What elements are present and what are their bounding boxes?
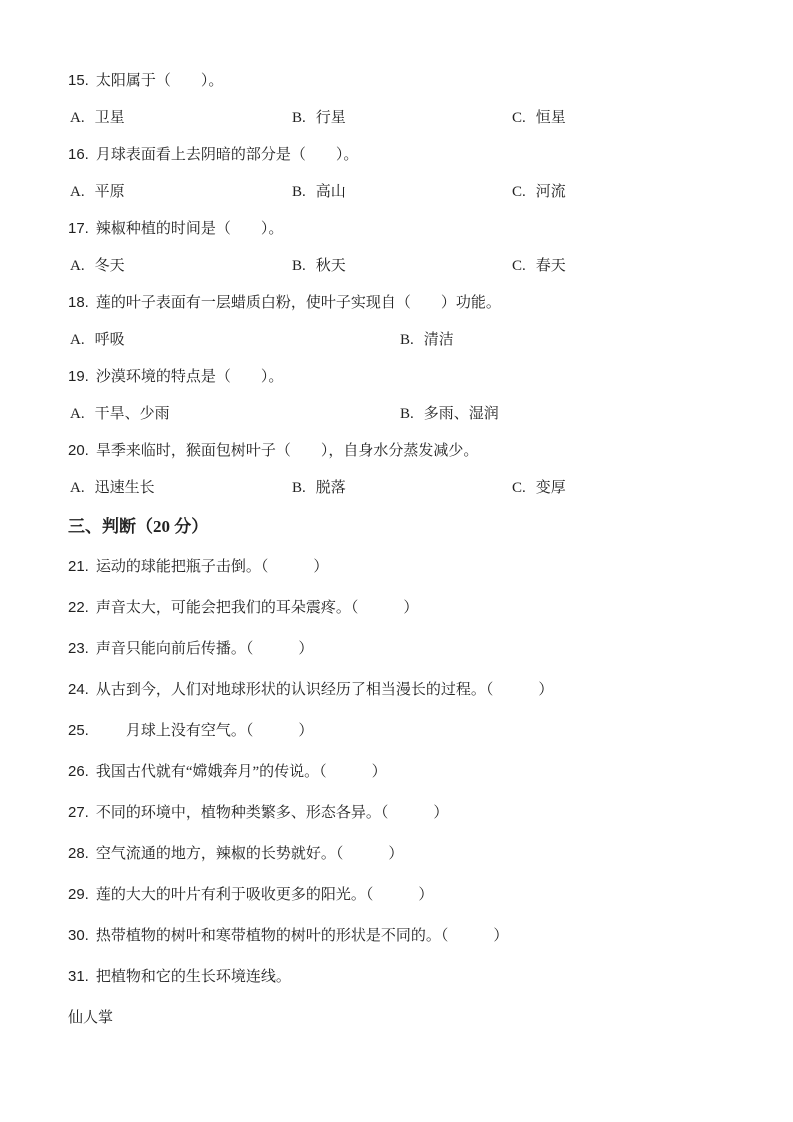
question-line-17 bbox=[68, 220, 743, 238]
question-text: 把植物和它的生长环境连线。 bbox=[95, 969, 291, 985]
option-text: 平原 bbox=[94, 184, 125, 200]
question-number: 15. bbox=[68, 72, 89, 89]
option-label: B. bbox=[292, 480, 306, 496]
option-text: 秋天 bbox=[315, 258, 346, 274]
option-c bbox=[512, 257, 566, 275]
question-text: 热带植物的树叶和寒带植物的树叶的形状是不同的。（ ） bbox=[95, 928, 509, 944]
option-c bbox=[512, 109, 566, 127]
question-number: 31. bbox=[68, 968, 89, 985]
option-text: 行星 bbox=[315, 110, 346, 126]
option-b bbox=[292, 183, 346, 201]
question-number: 21. bbox=[68, 558, 89, 575]
question-number: 23. bbox=[68, 640, 89, 657]
option-b bbox=[292, 109, 346, 127]
question-number: 20. bbox=[68, 442, 89, 459]
option-a bbox=[70, 109, 125, 127]
option-b bbox=[292, 257, 346, 275]
option-text: 卫星 bbox=[94, 110, 125, 126]
option-text: 冬天 bbox=[94, 258, 125, 274]
question-text: 太阳属于（ ）。 bbox=[95, 73, 224, 89]
option-text: 呼吸 bbox=[94, 332, 125, 348]
option-a bbox=[70, 479, 155, 497]
question-text: 沙漠环境的特点是（ ）。 bbox=[95, 369, 284, 385]
option-b bbox=[400, 405, 499, 423]
question-text: 从古到今，人们对地球形状的认识经历了相当漫长的过程。（ ） bbox=[95, 682, 554, 698]
question-number: 18. bbox=[68, 294, 89, 311]
option-c bbox=[512, 479, 566, 497]
option-b bbox=[400, 331, 454, 349]
option-label: A. bbox=[70, 406, 85, 422]
multiple-choice-section bbox=[68, 72, 743, 497]
tf-question-24 bbox=[68, 681, 743, 699]
option-label: A. bbox=[70, 110, 85, 126]
options-row-20 bbox=[68, 479, 743, 497]
option-text: 恒星 bbox=[535, 110, 566, 126]
option-label: C. bbox=[512, 480, 526, 496]
tf-question-29 bbox=[68, 886, 743, 904]
question-number: 30. bbox=[68, 927, 89, 944]
option-label: C. bbox=[512, 184, 526, 200]
tf-question-31 bbox=[68, 968, 743, 986]
option-a bbox=[70, 405, 170, 423]
option-text: 多雨、湿润 bbox=[423, 406, 499, 422]
options-row-15 bbox=[68, 109, 743, 127]
true-false-section bbox=[68, 558, 743, 986]
question-text: 旱季来临时，猴面包树叶子（ ），自身水分蒸发减少。 bbox=[95, 443, 479, 459]
question-number: 19. bbox=[68, 368, 89, 385]
option-label: B. bbox=[292, 258, 306, 274]
option-label: A. bbox=[70, 332, 85, 348]
option-text: 脱落 bbox=[315, 480, 346, 496]
question-text: 辣椒种植的时间是（ ）。 bbox=[95, 221, 284, 237]
option-label: C. bbox=[512, 110, 526, 126]
option-label: B. bbox=[292, 110, 306, 126]
option-text: 春天 bbox=[535, 258, 566, 274]
option-label: B. bbox=[400, 406, 414, 422]
option-a bbox=[70, 257, 125, 275]
option-text: 河流 bbox=[535, 184, 566, 200]
question-number: 22. bbox=[68, 599, 89, 616]
option-b bbox=[292, 479, 346, 497]
option-text: 清洁 bbox=[423, 332, 454, 348]
question-number: 25. bbox=[68, 722, 89, 739]
question-text: 月球上没有空气。（ ） bbox=[95, 723, 314, 739]
question-text: 莲的大大的叶片有利于吸收更多的阳光。（ ） bbox=[95, 887, 434, 903]
tf-question-26 bbox=[68, 763, 743, 781]
option-text: 高山 bbox=[315, 184, 346, 200]
question-text: 声音太大，可能会把我们的耳朵震疼。（ ） bbox=[95, 600, 419, 616]
options-row-16 bbox=[68, 183, 743, 201]
question-number: 24. bbox=[68, 681, 89, 698]
question-text: 不同的环境中，植物种类繁多、形态各异。（ ） bbox=[95, 805, 449, 821]
option-a bbox=[70, 183, 125, 201]
option-c bbox=[512, 183, 566, 201]
tf-question-21 bbox=[68, 558, 743, 576]
match-item-cactus: 仙人掌 bbox=[68, 1010, 114, 1026]
tf-question-23 bbox=[68, 640, 743, 658]
question-text: 声音只能向前后传播。（ ） bbox=[95, 641, 314, 657]
question-number: 17. bbox=[68, 220, 89, 237]
options-row-17 bbox=[68, 257, 743, 275]
tf-question-22 bbox=[68, 599, 743, 617]
option-label: A. bbox=[70, 184, 85, 200]
options-row-18 bbox=[68, 331, 743, 349]
option-a bbox=[70, 331, 125, 349]
question-text: 我国古代就有“嫦娥奔月”的传说。（ ） bbox=[95, 764, 387, 780]
tf-question-28 bbox=[68, 845, 743, 863]
question-text: 月球表面看上去阴暗的部分是（ ）。 bbox=[95, 147, 359, 163]
question-number: 16. bbox=[68, 146, 89, 163]
question-line-20 bbox=[68, 442, 743, 460]
question-text: 莲的叶子表面有一层蜡质白粉，使叶子实现自（ ）功能。 bbox=[95, 295, 501, 311]
question-number: 28. bbox=[68, 845, 89, 862]
option-label: A. bbox=[70, 258, 85, 274]
option-label: B. bbox=[292, 184, 306, 200]
question-text: 空气流通的地方，辣椒的长势就好。（ ） bbox=[95, 846, 404, 862]
option-label: A. bbox=[70, 480, 85, 496]
section-heading: 三、判断（20 分） bbox=[68, 517, 209, 536]
options-row-19 bbox=[68, 405, 743, 423]
tf-question-30 bbox=[68, 927, 743, 945]
option-label: B. bbox=[400, 332, 414, 348]
tf-question-27 bbox=[68, 804, 743, 822]
question-line-18 bbox=[68, 294, 743, 312]
question-number: 26. bbox=[68, 763, 89, 780]
tf-question-25 bbox=[68, 722, 743, 740]
option-text: 变厚 bbox=[535, 480, 566, 496]
question-number: 27. bbox=[68, 804, 89, 821]
option-text: 迅速生长 bbox=[94, 480, 155, 496]
question-line-15 bbox=[68, 72, 743, 90]
question-line-19 bbox=[68, 368, 743, 386]
option-text: 干旱、少雨 bbox=[94, 406, 170, 422]
question-line-16 bbox=[68, 146, 743, 164]
option-label: C. bbox=[512, 258, 526, 274]
question-number: 29. bbox=[68, 886, 89, 903]
question-text: 运动的球能把瓶子击倒。（ ） bbox=[95, 559, 329, 575]
